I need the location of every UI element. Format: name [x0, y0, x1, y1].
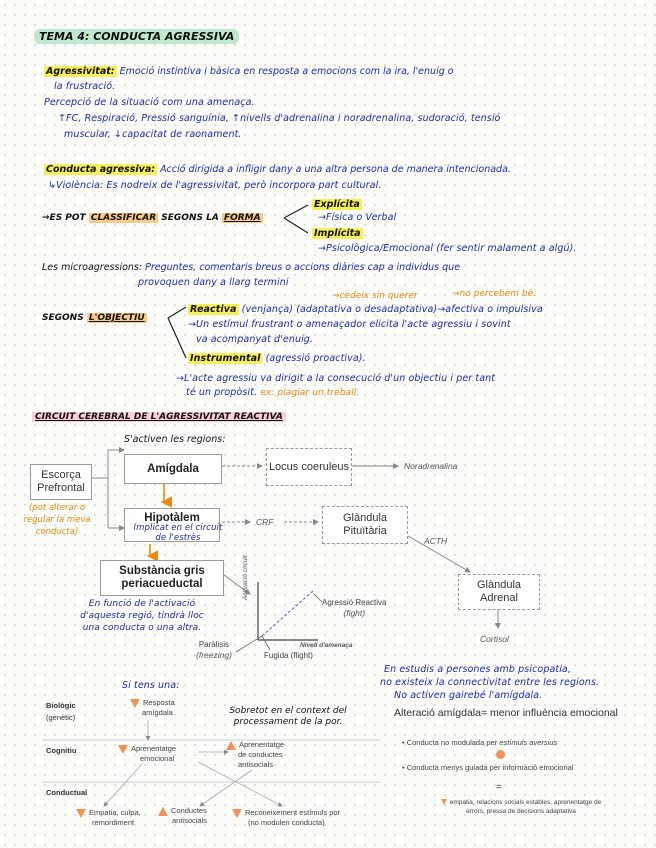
forma-heading: →ES POT CLASSIFICAR SEGONS LA FORMA	[42, 213, 261, 223]
reactiva-line2: →Un estímul frustrant o amenaçador elicita l'acte agressiu i sovint	[188, 319, 511, 330]
triangle-down-icon	[441, 799, 447, 805]
row-cognitiu: Cognitiu	[46, 746, 77, 755]
sitens-label: Si tens una:	[122, 680, 180, 691]
violencia-text: ↳Violència: Es nodreix de l'agressivitat, però incorpora part cultural.	[48, 180, 382, 191]
percepcio-text: Percepció de la situació com una amenaça.	[44, 97, 255, 108]
agressio-reactiva-label: Agressió Reactiva (fight)	[322, 598, 387, 618]
acth-label: ACTH	[424, 536, 448, 546]
graph-x-label: Nivell d'amenaça	[300, 642, 353, 649]
micro-note2: →no percebem bé.	[452, 289, 537, 299]
micro-note1: →cedeix sin querer	[332, 291, 418, 301]
row-biologic: Biològic (genètic)	[46, 701, 76, 722]
effects-line1: ↑FC, Respiració, Pressió sanguínia, ↑nivells d'adrenalina i noradrenalina, sudoració, tensió	[58, 113, 501, 124]
objectiu-heading: SEGONS L'OBJECTIU	[42, 313, 145, 323]
adrenal-node: Glàndula Adrenal	[458, 574, 540, 610]
graph-y-label: Activació circuit	[242, 555, 249, 600]
activen-text: S'activen les regions:	[124, 434, 226, 445]
explicita-label: Explícita	[314, 199, 360, 210]
orange-dot-icon	[496, 750, 505, 759]
equals-sign: =	[496, 782, 502, 793]
agressivitat-term: Agressivitat:	[46, 66, 115, 77]
row-conductual: Conductual	[46, 788, 88, 797]
conductes-antisocials-item: Conductes antisocials	[158, 806, 207, 826]
psicopatia-line1: En estudis a persones amb psicopatia,	[384, 664, 571, 675]
amigdala-node: Amígdala	[124, 454, 222, 484]
bullet-emocional: • Conducta menys guiada per informació emocional	[402, 763, 574, 772]
crf-label: CRF	[256, 517, 274, 527]
agressivitat-definition: Agressivitat: Emoció instintiva i bàsica en resposta a emocions com la ira, l'enuig o	[46, 66, 454, 77]
pituitaria-node: Glàndula Pituïtària	[322, 506, 408, 544]
triangle-down-icon	[118, 745, 128, 754]
instrumental-line3: té un propòsit. ex: plagiar un treball.	[186, 387, 360, 398]
escorca-prefrontal-node: Escorça Prefrontal	[30, 464, 92, 500]
circuit-heading: CIRCUIT CEREBRAL DE L'AGRESSIVITAT REACTIVA	[32, 412, 286, 422]
conducta-definition: Conducta agressiva: Acció dirigida a infligir dany a una altra persona de manera intencionada.	[46, 164, 511, 175]
triangle-down-icon	[130, 699, 140, 708]
resposta-amigdala-item: Resposta amígdala	[130, 698, 175, 718]
instrumental-line2: →L'acte agressiu va dirigit a la consecució d'un objectiu i per tant	[176, 373, 496, 384]
triangle-down-icon	[232, 809, 242, 818]
fisica-text: →Física o Verbal	[318, 212, 397, 223]
hipotalem-note: Implicat en el circuit de l'estrès	[133, 523, 223, 543]
triangle-up-icon	[158, 807, 168, 816]
cortisol-label: Cortisol	[480, 634, 509, 644]
agressivitat-def-line2: la frustració.	[54, 81, 116, 92]
paralisis-label: Paràlisis (freezing)	[196, 640, 232, 660]
psico-text: →Psicològica/Emocional (fer sentir malament a algú).	[318, 243, 577, 254]
conducta-term: Conducta agressiva:	[46, 164, 156, 175]
empatia-item: Empatia, culpa, remordiment	[76, 808, 141, 828]
locus-coeruleus-node: Locus coeruleus	[266, 448, 352, 486]
hipotalem-node: Hipotàlem	[124, 508, 220, 542]
instrumental-line: Instrumental (agressió proactiva).	[190, 353, 366, 364]
fugida-label: Fugida (flight)	[264, 651, 313, 660]
bullet-estimuls: • Conducta no modulada per estímuls aversius	[402, 738, 558, 747]
substancia-note: En funció de l'activació d'aquesta regió, tindrà lloc una conducta o una altra.	[80, 599, 204, 633]
reactiva-line: Reactiva (venjança) (adaptativa o desadaptativa)→afectiva o impulsiva	[190, 304, 543, 315]
psicopatia-line3: No activen gairebé l'amígdala.	[394, 690, 543, 701]
aprenentatge-emocional-item: Aprenentatge emocional	[118, 744, 176, 764]
page-title: TEMA 4: CONDUCTA AGRESSIVA	[34, 30, 239, 43]
effects-line2: muscular, ↓capacitat de raonament.	[64, 129, 242, 140]
sobretot-note: Sobretot en el context del processament de la por.	[229, 706, 347, 727]
triangle-up-icon	[226, 741, 236, 750]
alteracio-text: Alteració amígdala= menor influència emocional	[394, 707, 618, 719]
substancia-gris-node: Substància gris periacueductal	[100, 560, 224, 596]
implicita-label: Implícita	[314, 228, 361, 239]
reconeixement-item: Reconeixement estímuls por (no modulen conducta)	[232, 808, 340, 828]
bullet-empatia: empatia, relacions socials estables, aprenentatge de errors, pressa de decisions adaptativa	[414, 798, 628, 816]
reactiva-line3: va acompanyat d'enuig.	[196, 334, 314, 345]
escorca-note: (pot alterar o regular la meva conducta)	[23, 503, 91, 537]
aprenentatge-conductes-item: Aprenentatge de conductes antisocials	[226, 740, 284, 770]
triangle-down-icon	[76, 809, 86, 818]
micro-line2: provoquen dany a llarg termini	[138, 277, 289, 288]
psicopatia-line2: no existeix la connectivitat entre les regions.	[380, 677, 600, 688]
micro-line1: Les microagressions: Preguntes, comentaris breus o accions diàries cap a individus que	[42, 262, 461, 273]
noradrenalina-label: Noradrenalina	[404, 461, 458, 471]
